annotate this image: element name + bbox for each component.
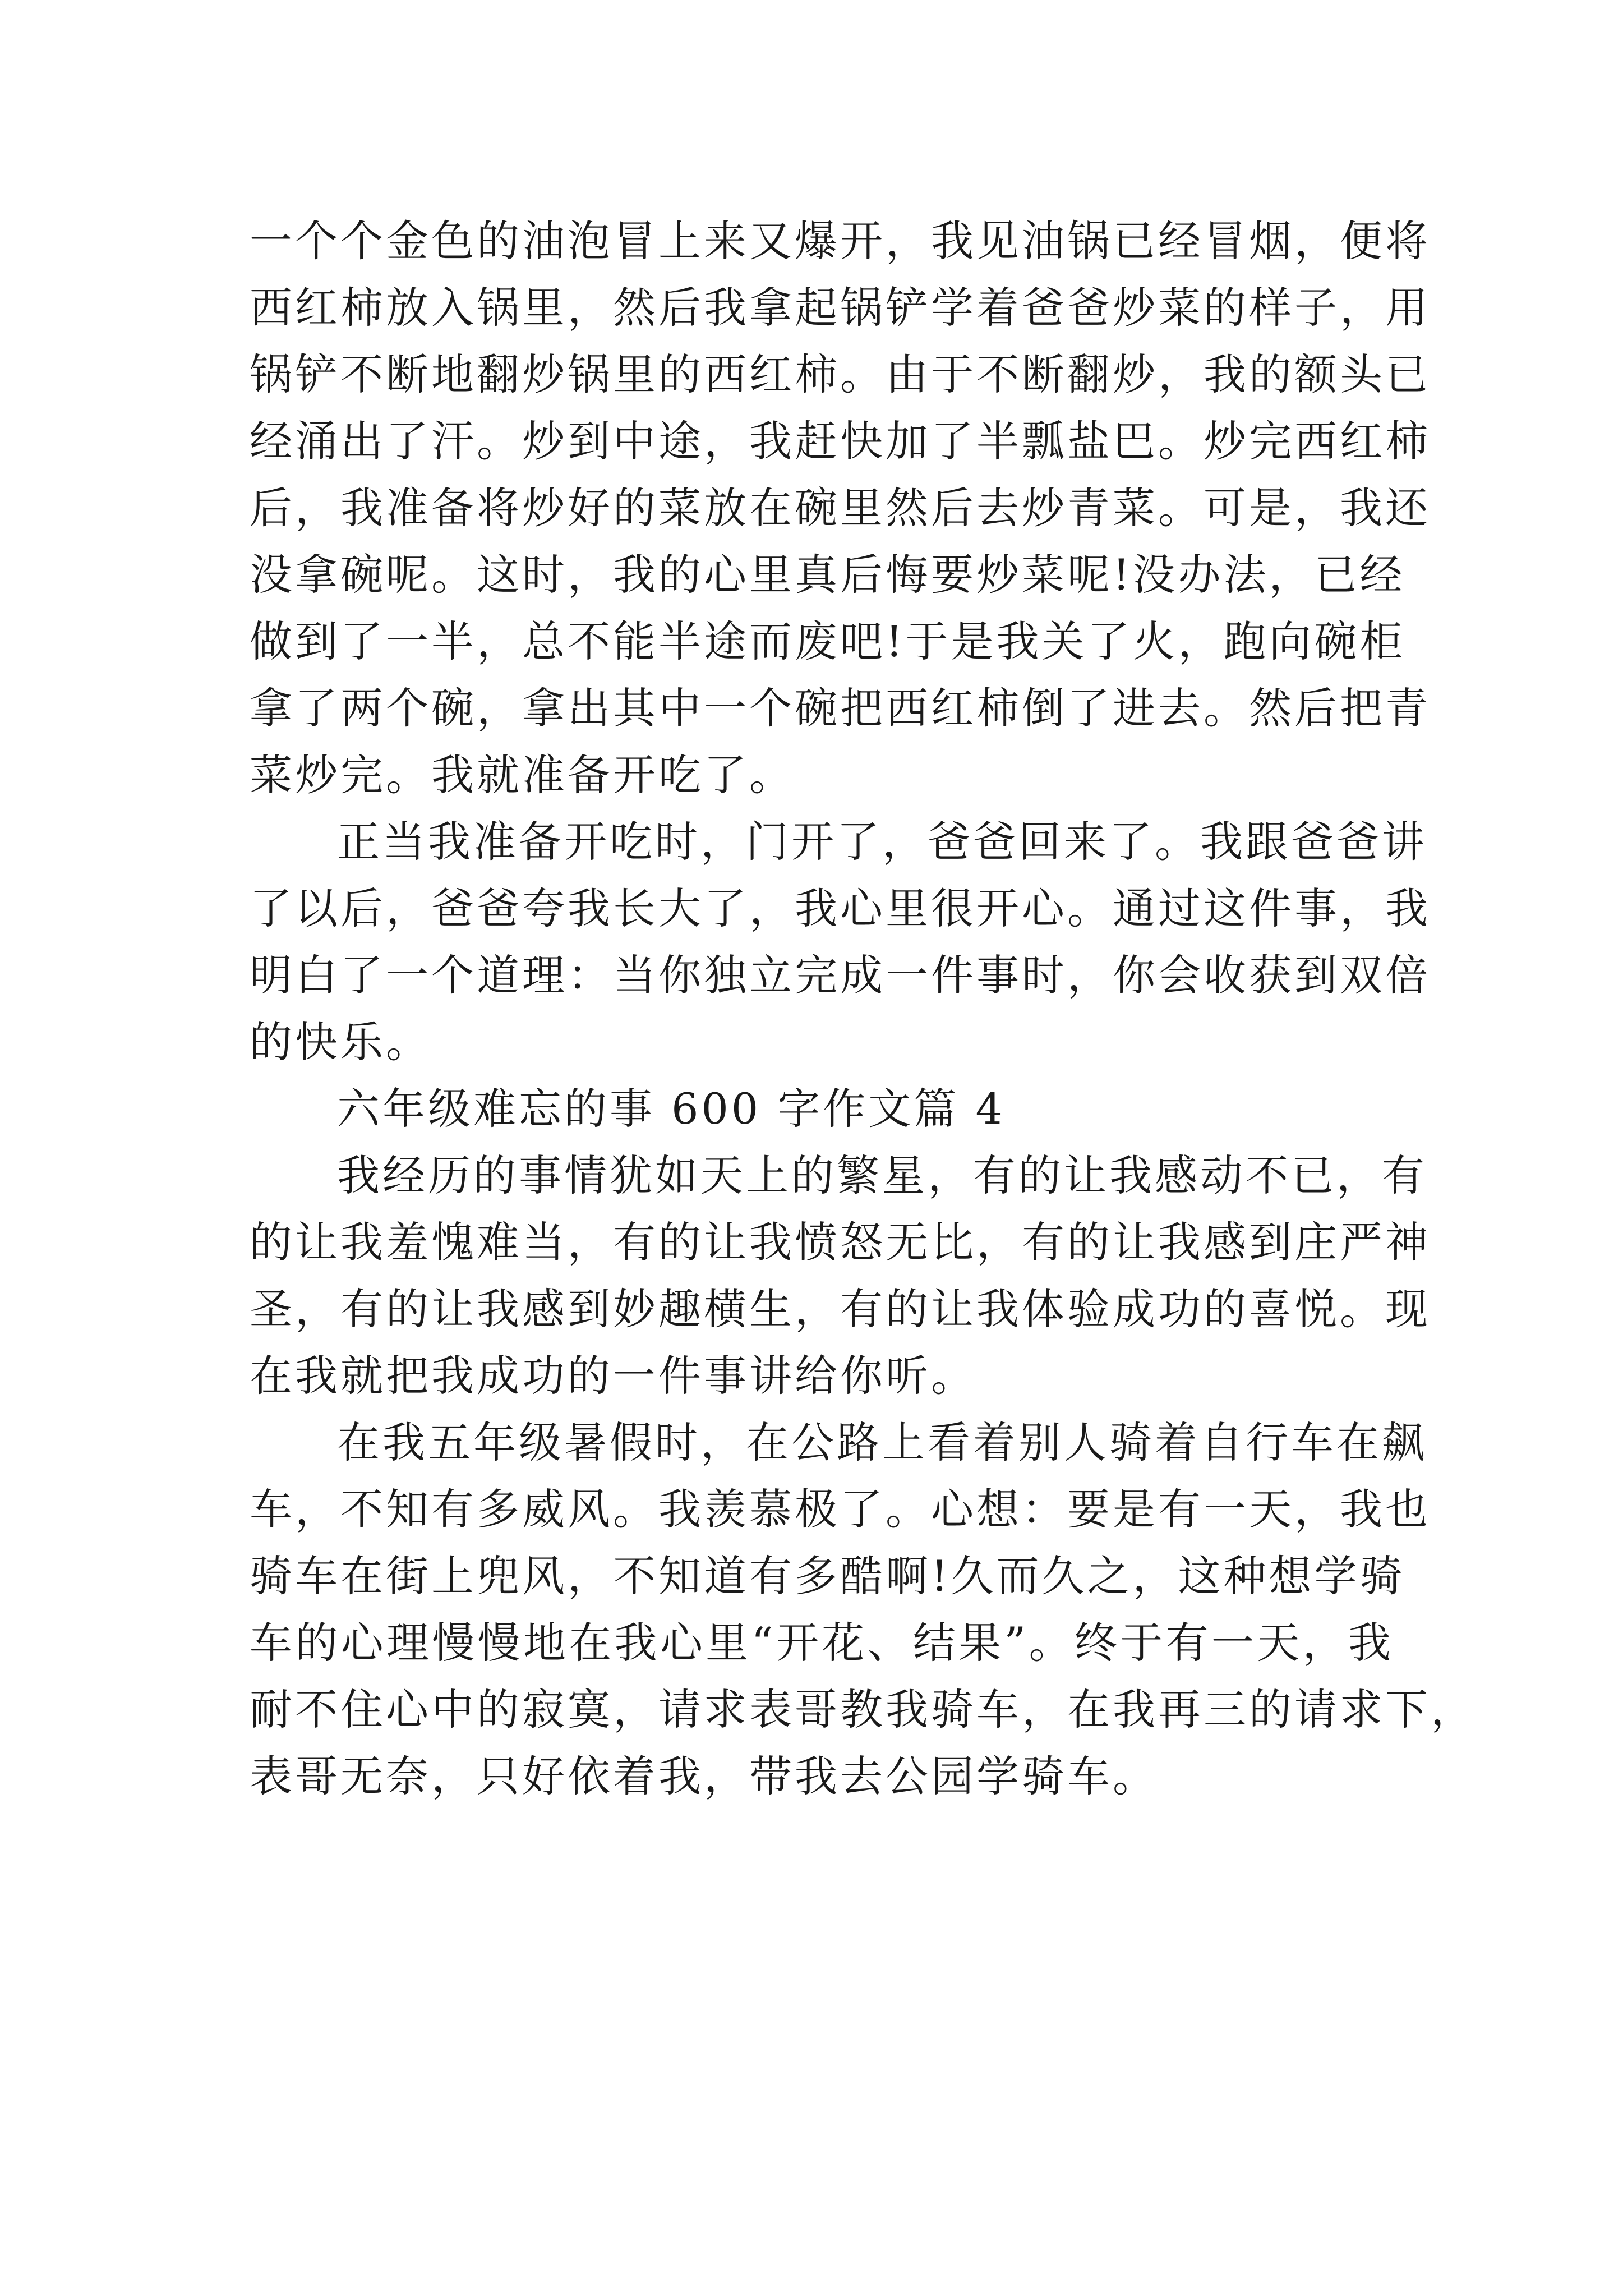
paragraph-start-line: 在我五年级暑假时，在公路上看着别人骑着自行车在飙 — [337, 1418, 1427, 1467]
text-line: 拿了两个碗，拿出其中一个碗把西红柿倒了进去。然后把青 — [250, 683, 1431, 733]
paragraph-start-line: 我经历的事情犹如天上的繁星，有的让我感动不已，有 — [337, 1151, 1427, 1200]
text-line: 锅铲不断地翻炒锅里的西红柿。由于不断翻炒，我的额头已 — [250, 349, 1431, 399]
section-heading: 六年级难忘的事 600 字作文篇 4 — [337, 1084, 1006, 1134]
text-line: 一个个金色的油泡冒上来又爆开，我见油锅已经冒烟，便将 — [250, 216, 1431, 266]
text-line: 经涌出了汗。炒到中途，我赶快加了半瓢盐巴。炒完西红柿 — [250, 416, 1431, 466]
text-line: 明白了一个道理：当你独立完成一件事时，你会收获到双倍 — [250, 950, 1431, 1000]
text-line: 车的心理慢慢地在我心里“开花、结果”。终于有一天，我 — [250, 1618, 1394, 1668]
text-line: 车，不知有多威风。我羡慕极了。心想：要是有一天，我也 — [250, 1484, 1431, 1534]
text-line: 在我就把我成功的一件事讲给你听。 — [250, 1351, 976, 1401]
text-line: 的让我羞愧难当，有的让我愤怒无比，有的让我感到庄严神 — [250, 1217, 1431, 1267]
text-line: 骑车在街上兜风，不知道有多酷啊!久而久之，这种想学骑 — [250, 1551, 1405, 1601]
text-line: 表哥无奈，只好依着我，带我去公园学骑车。 — [250, 1751, 1158, 1801]
text-line: 的快乐。 — [250, 1017, 431, 1067]
text-line: 西红柿放入锅里，然后我拿起锅铲学着爸爸炒菜的样子，用 — [250, 283, 1431, 333]
text-line: 菜炒完。我就准备开吃了。 — [250, 750, 795, 800]
text-line: 圣，有的让我感到妙趣横生，有的让我体验成功的喜悦。现 — [250, 1284, 1431, 1334]
text-line: 没拿碗呢。这时，我的心里真后悔要炒菜呢!没办法，已经 — [250, 550, 1405, 600]
paragraph-start-line: 正当我准备开吃时，门开了，爸爸回来了。我跟爸爸讲 — [337, 817, 1427, 867]
text-line: 后，我准备将炒好的菜放在碗里然后去炒青菜。可是，我还 — [250, 483, 1431, 533]
text-line: 了以后，爸爸夸我长大了，我心里很开心。通过这件事，我 — [250, 884, 1431, 933]
essay-text — [250, 208, 1476, 1810]
text-line: 做到了一半，总不能半途而废吧!于是我关了火，跑向碗柜 — [250, 616, 1405, 666]
text-line: 耐不住心中的寂寞，请求表哥教我骑车，在我再三的请求下， — [250, 1685, 1476, 1734]
